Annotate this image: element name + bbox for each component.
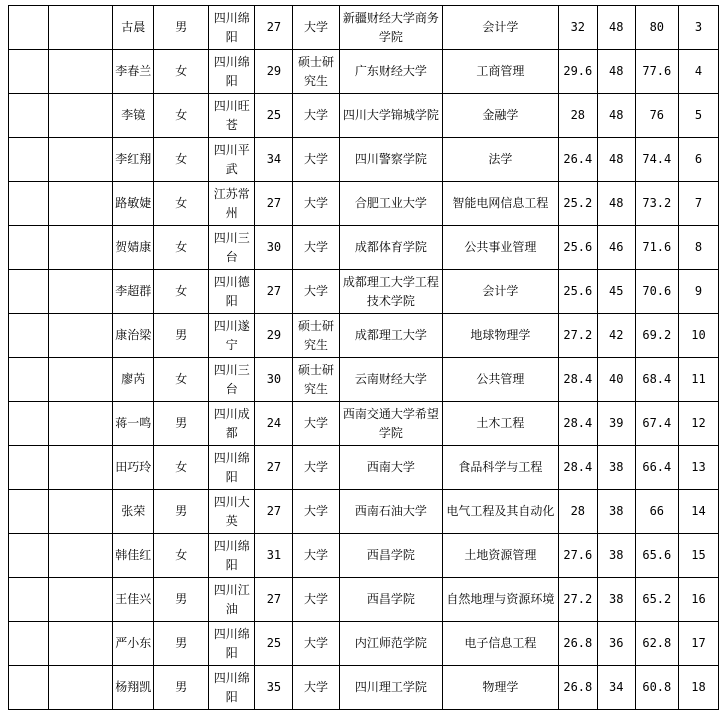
cell-origin[interactable]: 四川绵阳 xyxy=(209,446,255,490)
cell-gender[interactable]: 女 xyxy=(154,182,209,226)
cell-gender[interactable]: 男 xyxy=(154,578,209,622)
cell-score-written[interactable]: 28.4 xyxy=(558,446,597,490)
cell-blank[interactable] xyxy=(49,446,113,490)
cell-name[interactable]: 王佳兴 xyxy=(113,578,154,622)
cell-school[interactable]: 云南财经大学 xyxy=(339,358,442,402)
cell-education[interactable]: 硕士研究生 xyxy=(293,314,339,358)
cell-blank[interactable] xyxy=(49,578,113,622)
cell-age[interactable]: 30 xyxy=(255,226,293,270)
cell-score-written[interactable]: 28 xyxy=(558,94,597,138)
table-row xyxy=(9,490,719,534)
cell-gender[interactable]: 女 xyxy=(154,226,209,270)
cell-origin[interactable]: 四川成都 xyxy=(209,402,255,446)
cell-age[interactable]: 34 xyxy=(255,138,293,182)
cell-age[interactable]: 25 xyxy=(255,94,293,138)
cell-blank[interactable] xyxy=(9,402,49,446)
cell-blank[interactable] xyxy=(9,578,49,622)
cell-blank[interactable] xyxy=(49,314,113,358)
cell-name[interactable]: 严小东 xyxy=(113,622,154,666)
cell-age[interactable]: 31 xyxy=(255,534,293,578)
cell-score-total[interactable]: 66.4 xyxy=(635,446,678,490)
cell-rank[interactable]: 18 xyxy=(678,666,718,710)
cell-name[interactable]: 韩佳红 xyxy=(113,534,154,578)
cell-score-written[interactable]: 28 xyxy=(558,490,597,534)
cell-origin[interactable]: 四川绵阳 xyxy=(209,666,255,710)
cell-rank[interactable]: 17 xyxy=(678,622,718,666)
cell-name[interactable]: 李超群 xyxy=(113,270,154,314)
cell-score-interview[interactable]: 46 xyxy=(597,226,635,270)
cell-score-total[interactable]: 73.2 xyxy=(635,182,678,226)
cell-education[interactable]: 硕士研究生 xyxy=(293,50,339,94)
cell-blank[interactable] xyxy=(49,226,113,270)
cell-blank[interactable] xyxy=(49,182,113,226)
cell-rank[interactable]: 4 xyxy=(678,50,718,94)
cell-age[interactable]: 27 xyxy=(255,182,293,226)
cell-score-written[interactable]: 32 xyxy=(558,6,597,50)
cell-gender[interactable]: 男 xyxy=(154,490,209,534)
left-margin xyxy=(0,0,8,721)
cell-blank[interactable] xyxy=(49,50,113,94)
cell-age[interactable]: 27 xyxy=(255,270,293,314)
cell-blank[interactable] xyxy=(9,622,49,666)
cell-blank[interactable] xyxy=(9,226,49,270)
cell-name[interactable]: 廖芮 xyxy=(113,358,154,402)
cell-rank[interactable]: 7 xyxy=(678,182,718,226)
cell-blank[interactable] xyxy=(49,6,113,50)
cell-origin[interactable]: 四川绵阳 xyxy=(209,6,255,50)
cell-name[interactable]: 路敏婕 xyxy=(113,182,154,226)
table-row xyxy=(9,270,719,314)
cell-score-written[interactable]: 26.8 xyxy=(558,666,597,710)
cell-name[interactable]: 李红翔 xyxy=(113,138,154,182)
cell-score-total[interactable]: 76 xyxy=(635,94,678,138)
table-row xyxy=(9,94,719,138)
table-row xyxy=(9,622,719,666)
cell-gender[interactable]: 男 xyxy=(154,622,209,666)
cell-age[interactable]: 27 xyxy=(255,578,293,622)
cell-origin[interactable]: 四川绵阳 xyxy=(209,534,255,578)
cell-score-total[interactable]: 80 xyxy=(635,6,678,50)
cell-blank[interactable] xyxy=(9,270,49,314)
cell-score-total[interactable]: 70.6 xyxy=(635,270,678,314)
cell-score-interview[interactable]: 48 xyxy=(597,50,635,94)
cell-age[interactable]: 25 xyxy=(255,622,293,666)
cell-blank[interactable] xyxy=(9,666,49,710)
cell-rank[interactable]: 15 xyxy=(678,534,718,578)
cell-score-written[interactable]: 27.6 xyxy=(558,534,597,578)
cell-score-written[interactable]: 25.2 xyxy=(558,182,597,226)
cell-rank[interactable]: 8 xyxy=(678,226,718,270)
cell-gender[interactable]: 女 xyxy=(154,358,209,402)
cell-score-written[interactable]: 27.2 xyxy=(558,314,597,358)
cell-origin[interactable]: 四川三台 xyxy=(209,226,255,270)
cell-score-total[interactable]: 67.4 xyxy=(635,402,678,446)
cell-blank[interactable] xyxy=(49,622,113,666)
cell-gender[interactable]: 女 xyxy=(154,94,209,138)
cell-rank[interactable]: 6 xyxy=(678,138,718,182)
cell-major[interactable]: 食品科学与工程 xyxy=(442,446,558,490)
table-row xyxy=(9,50,719,94)
cell-school[interactable]: 西南石油大学 xyxy=(339,490,442,534)
cell-name[interactable]: 古晨 xyxy=(113,6,154,50)
cell-origin[interactable]: 四川江油 xyxy=(209,578,255,622)
cell-score-written[interactable]: 25.6 xyxy=(558,226,597,270)
cell-major[interactable]: 智能电网信息工程 xyxy=(442,182,558,226)
cell-blank[interactable] xyxy=(9,182,49,226)
cell-education[interactable]: 大学 xyxy=(293,534,339,578)
cell-school[interactable]: 成都理工大学 xyxy=(339,314,442,358)
cell-name[interactable]: 杨翔凯 xyxy=(113,666,154,710)
cell-score-written[interactable]: 28.4 xyxy=(558,358,597,402)
cell-age[interactable]: 30 xyxy=(255,358,293,402)
cell-score-interview[interactable]: 38 xyxy=(597,534,635,578)
table-row xyxy=(9,226,719,270)
cell-education[interactable]: 大学 xyxy=(293,622,339,666)
cell-gender[interactable]: 女 xyxy=(154,534,209,578)
cell-major[interactable]: 金融学 xyxy=(442,94,558,138)
cell-blank[interactable] xyxy=(49,490,113,534)
cell-blank[interactable] xyxy=(9,358,49,402)
cell-score-interview[interactable]: 39 xyxy=(597,402,635,446)
cell-age[interactable]: 24 xyxy=(255,402,293,446)
cell-blank[interactable] xyxy=(9,490,49,534)
cell-score-written[interactable]: 25.6 xyxy=(558,270,597,314)
cell-blank[interactable] xyxy=(9,314,49,358)
table-row xyxy=(9,138,719,182)
cell-origin[interactable]: 四川大英 xyxy=(209,490,255,534)
cell-score-interview[interactable]: 38 xyxy=(597,446,635,490)
cell-education[interactable]: 大学 xyxy=(293,490,339,534)
cell-major[interactable]: 电气工程及其自动化 xyxy=(442,490,558,534)
cell-score-total[interactable]: 74.4 xyxy=(635,138,678,182)
table-row xyxy=(9,534,719,578)
cell-score-interview[interactable]: 38 xyxy=(597,490,635,534)
cell-rank[interactable]: 13 xyxy=(678,446,718,490)
cell-score-written[interactable]: 26.8 xyxy=(558,622,597,666)
cell-origin[interactable]: 四川绵阳 xyxy=(209,622,255,666)
cell-gender[interactable]: 女 xyxy=(154,138,209,182)
cell-score-interview[interactable]: 34 xyxy=(597,666,635,710)
cell-score-interview[interactable]: 48 xyxy=(597,6,635,50)
cell-education[interactable]: 大学 xyxy=(293,94,339,138)
cell-score-interview[interactable]: 48 xyxy=(597,138,635,182)
cell-blank[interactable] xyxy=(9,534,49,578)
cell-blank[interactable] xyxy=(49,94,113,138)
cell-score-written[interactable]: 27.2 xyxy=(558,578,597,622)
cell-score-total[interactable]: 68.4 xyxy=(635,358,678,402)
cell-score-interview[interactable]: 48 xyxy=(597,94,635,138)
table-row xyxy=(9,402,719,446)
table-row xyxy=(9,358,719,402)
cell-major[interactable]: 会计学 xyxy=(442,270,558,314)
cell-age[interactable]: 27 xyxy=(255,6,293,50)
cell-blank[interactable] xyxy=(49,270,113,314)
cell-gender[interactable]: 男 xyxy=(154,314,209,358)
cell-major[interactable]: 电子信息工程 xyxy=(442,622,558,666)
cell-blank[interactable] xyxy=(9,94,49,138)
cell-school[interactable]: 新疆财经大学商务学院 xyxy=(339,6,442,50)
cell-rank[interactable]: 5 xyxy=(678,94,718,138)
cell-name[interactable]: 张荣 xyxy=(113,490,154,534)
cell-gender[interactable]: 男 xyxy=(154,6,209,50)
cell-major[interactable]: 自然地理与资源环境 xyxy=(442,578,558,622)
cell-school[interactable]: 成都理工大学工程技术学院 xyxy=(339,270,442,314)
cell-education[interactable]: 大学 xyxy=(293,226,339,270)
cell-school[interactable]: 西昌学院 xyxy=(339,578,442,622)
cell-gender[interactable]: 女 xyxy=(154,270,209,314)
cell-school[interactable]: 西南大学 xyxy=(339,446,442,490)
cell-gender[interactable]: 男 xyxy=(154,402,209,446)
cell-score-interview[interactable]: 48 xyxy=(597,182,635,226)
cell-score-interview[interactable]: 36 xyxy=(597,622,635,666)
table-row xyxy=(9,314,719,358)
table-row xyxy=(9,182,719,226)
cell-blank[interactable] xyxy=(9,6,49,50)
cell-name[interactable]: 李春兰 xyxy=(113,50,154,94)
cell-major[interactable]: 土地资源管理 xyxy=(442,534,558,578)
cell-score-total[interactable]: 60.8 xyxy=(635,666,678,710)
cell-origin[interactable]: 四川平武 xyxy=(209,138,255,182)
cell-blank[interactable] xyxy=(49,358,113,402)
cell-origin[interactable]: 四川遂宁 xyxy=(209,314,255,358)
cell-education[interactable]: 大学 xyxy=(293,270,339,314)
cell-origin[interactable]: 四川德阳 xyxy=(209,270,255,314)
cell-blank[interactable] xyxy=(9,446,49,490)
cell-blank[interactable] xyxy=(9,138,49,182)
table-row xyxy=(9,666,719,710)
cell-major[interactable]: 公共事业管理 xyxy=(442,226,558,270)
cell-rank[interactable]: 11 xyxy=(678,358,718,402)
cell-score-interview[interactable]: 42 xyxy=(597,314,635,358)
table-row xyxy=(9,6,719,50)
cell-blank[interactable] xyxy=(49,138,113,182)
cell-gender[interactable]: 男 xyxy=(154,666,209,710)
cell-age[interactable]: 27 xyxy=(255,490,293,534)
cell-name[interactable]: 康治梁 xyxy=(113,314,154,358)
cell-blank[interactable] xyxy=(49,666,113,710)
cell-age[interactable]: 35 xyxy=(255,666,293,710)
cell-school[interactable]: 四川大学锦城学院 xyxy=(339,94,442,138)
cell-score-total[interactable]: 62.8 xyxy=(635,622,678,666)
cell-major[interactable]: 土木工程 xyxy=(442,402,558,446)
cell-rank[interactable]: 10 xyxy=(678,314,718,358)
cell-score-total[interactable]: 65.2 xyxy=(635,578,678,622)
cell-origin[interactable]: 四川三台 xyxy=(209,358,255,402)
cell-name[interactable]: 贺婧康 xyxy=(113,226,154,270)
cell-education[interactable]: 大学 xyxy=(293,138,339,182)
cell-score-written[interactable]: 29.6 xyxy=(558,50,597,94)
table-row xyxy=(9,578,719,622)
cell-score-interview[interactable]: 38 xyxy=(597,578,635,622)
cell-name[interactable]: 田巧玲 xyxy=(113,446,154,490)
cell-school[interactable]: 成都体育学院 xyxy=(339,226,442,270)
cell-gender[interactable]: 女 xyxy=(154,446,209,490)
cell-education[interactable]: 大学 xyxy=(293,402,339,446)
cell-major[interactable]: 物理学 xyxy=(442,666,558,710)
cell-blank[interactable] xyxy=(49,402,113,446)
cell-school[interactable]: 广东财经大学 xyxy=(339,50,442,94)
cell-name[interactable]: 蒋一鸣 xyxy=(113,402,154,446)
cell-education[interactable]: 大学 xyxy=(293,666,339,710)
cell-rank[interactable]: 16 xyxy=(678,578,718,622)
cell-major[interactable]: 公共管理 xyxy=(442,358,558,402)
cell-gender[interactable]: 女 xyxy=(154,50,209,94)
cell-score-total[interactable]: 77.6 xyxy=(635,50,678,94)
cell-school[interactable]: 西南交通大学希望学院 xyxy=(339,402,442,446)
cell-major[interactable]: 地球物理学 xyxy=(442,314,558,358)
cell-rank[interactable]: 9 xyxy=(678,270,718,314)
cell-school[interactable]: 内江师范学院 xyxy=(339,622,442,666)
cell-rank[interactable]: 3 xyxy=(678,6,718,50)
cell-school[interactable]: 合肥工业大学 xyxy=(339,182,442,226)
cell-blank[interactable] xyxy=(9,50,49,94)
cell-blank[interactable] xyxy=(49,534,113,578)
cell-rank[interactable]: 12 xyxy=(678,402,718,446)
cell-school[interactable]: 四川理工学院 xyxy=(339,666,442,710)
cell-school[interactable]: 四川警察学院 xyxy=(339,138,442,182)
table-row xyxy=(9,446,719,490)
cell-score-total[interactable]: 71.6 xyxy=(635,226,678,270)
cell-score-written[interactable]: 26.4 xyxy=(558,138,597,182)
cell-origin[interactable]: 四川旺苍 xyxy=(209,94,255,138)
cell-major[interactable]: 法学 xyxy=(442,138,558,182)
cell-score-interview[interactable]: 45 xyxy=(597,270,635,314)
cell-education[interactable]: 硕士研究生 xyxy=(293,358,339,402)
cell-origin[interactable]: 四川绵阳 xyxy=(209,50,255,94)
cell-score-total[interactable]: 65.6 xyxy=(635,534,678,578)
cell-score-interview[interactable]: 40 xyxy=(597,358,635,402)
cell-score-total[interactable]: 69.2 xyxy=(635,314,678,358)
cell-age[interactable]: 29 xyxy=(255,50,293,94)
cell-origin[interactable]: 江苏常州 xyxy=(209,182,255,226)
cell-age[interactable]: 27 xyxy=(255,446,293,490)
cell-education[interactable]: 大学 xyxy=(293,446,339,490)
cell-major[interactable]: 工商管理 xyxy=(442,50,558,94)
candidate-table xyxy=(8,5,719,710)
cell-education[interactable]: 大学 xyxy=(293,182,339,226)
table-body xyxy=(9,6,719,710)
cell-score-written[interactable]: 28.4 xyxy=(558,402,597,446)
cell-rank[interactable]: 14 xyxy=(678,490,718,534)
cell-school[interactable]: 西昌学院 xyxy=(339,534,442,578)
cell-education[interactable]: 大学 xyxy=(293,578,339,622)
cell-name[interactable]: 李镜 xyxy=(113,94,154,138)
cell-score-total[interactable]: 66 xyxy=(635,490,678,534)
cell-education[interactable]: 大学 xyxy=(293,6,339,50)
cell-age[interactable]: 29 xyxy=(255,314,293,358)
cell-major[interactable]: 会计学 xyxy=(442,6,558,50)
